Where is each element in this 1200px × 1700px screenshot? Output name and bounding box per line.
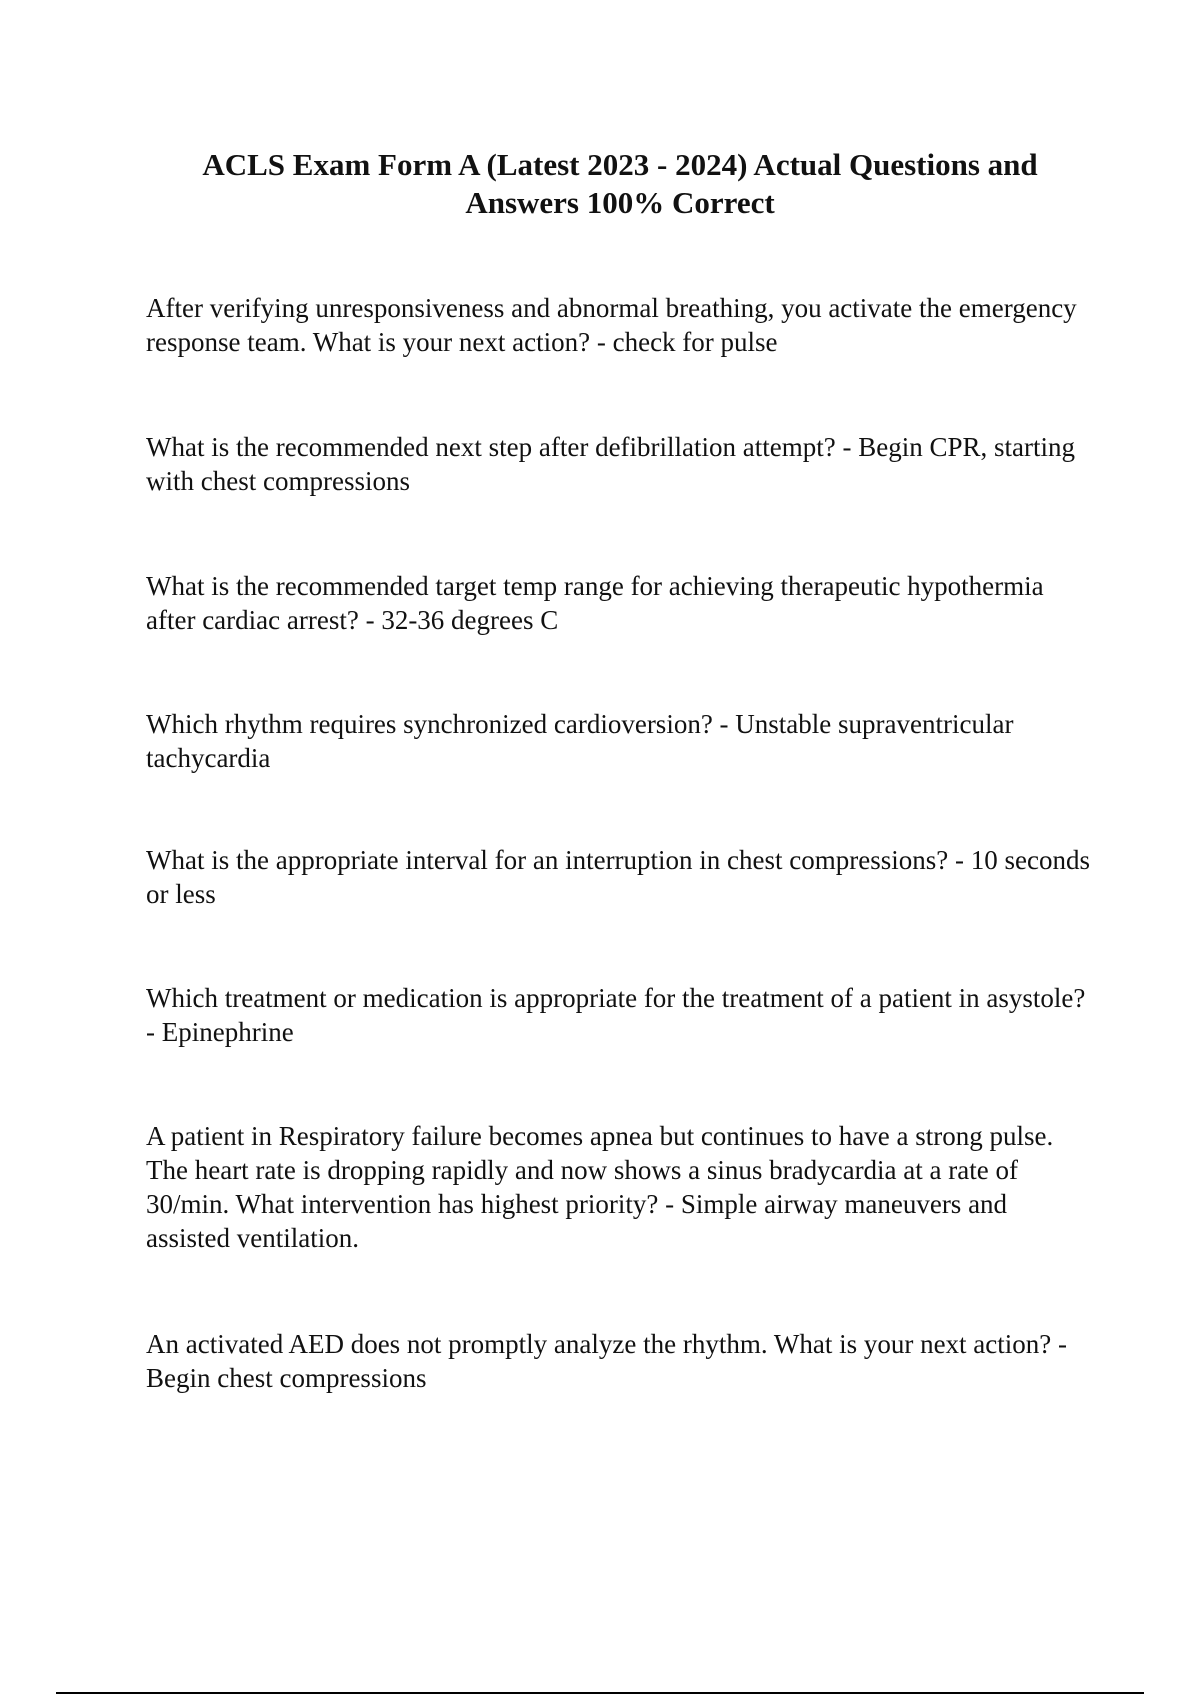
qa-item-6: Which treatment or medication is appropriate for the treatment of a patient in asystole? - Epinephrine [146,983,1086,1047]
qa-item-4: Which rhythm requires synchronized cardioversion? - Unstable supraventricular tachycardia [146,709,1014,773]
document-title: ACLS Exam Form A (Latest 2023 - 2024) Actual Questions and Answers 100% Correct [202,147,1038,220]
qa-item-7: A patient in Respiratory failure becomes apnea but continues to have a strong pulse. The heart rate is dropping rapidly and now shows a sinus bradycardia at a rate of 30/min. What intervention has highest priority? - Simple airway maneuvers and assisted ventilation. [146,1121,1054,1253]
qa-item-5: What is the appropriate interval for an interruption in chest compressions? - 10 seconds or less [146,845,1090,909]
qa-item-2: What is the recommended next step after defibrillation attempt? - Begin CPR, starting with chest compressions [146,432,1075,496]
qa-item-8: An activated AED does not promptly analyze the rhythm. What is your next action? - Begin chest compressions [146,1329,1068,1393]
qa-item-1: After verifying unresponsiveness and abnormal breathing, you activate the emergency response team. What is your next action? - check for pulse [146,293,1077,357]
bottom-divider [56,1692,1144,1694]
qa-item-3: What is the recommended target temp range for achieving therapeutic hypothermia after cardiac arrest? - 32-36 degrees C [146,571,1044,635]
